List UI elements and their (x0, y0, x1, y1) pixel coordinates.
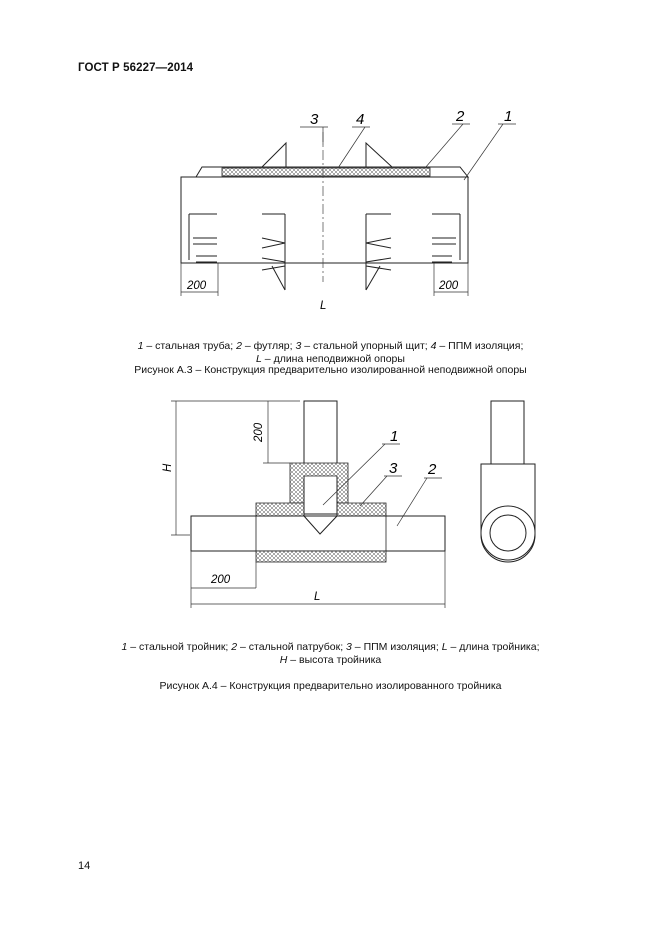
ppm-insulation (222, 168, 430, 176)
figure-a3-legend: 1 – стальная труба; 2 – футляр; 3 – стальной упорный щит; 4 – ППМ изоляция; L – длина неподвижной опоры (137, 340, 524, 365)
side-view-inner-circle (490, 515, 526, 551)
dim-length: L (320, 300, 327, 312)
label-4: 4 (356, 111, 365, 128)
dim-200-top: 200 (253, 422, 265, 442)
side-view-outer-circle (481, 506, 535, 560)
label-2: 2 (456, 108, 465, 125)
thrust-shield-right (366, 143, 392, 167)
figure-a4-title: Рисунок А.4 – Конструкция предварительно изолированного тройника (159, 680, 502, 692)
dim-length: L (314, 591, 321, 603)
label-3: 3 (310, 111, 319, 128)
dim-200-left: 200 (211, 574, 231, 586)
standard-designation: ГОСТ Р 56227—2014 (78, 62, 194, 74)
branch-pipe (304, 401, 337, 514)
dim-200-right: 200 (439, 280, 459, 292)
label-2: 2 (428, 461, 437, 478)
dim-200-left: 200 (187, 280, 207, 292)
steel-pipe (181, 177, 468, 263)
label-3: 3 (389, 460, 398, 477)
figure-a4-drawing (0, 392, 661, 614)
steel-tee (304, 478, 337, 534)
main-pipe (191, 516, 445, 551)
figure-a3-drawing (0, 95, 661, 325)
label-1: 1 (504, 108, 513, 125)
ppm-insulation-bottom (256, 551, 386, 562)
thrust-shield-left (262, 143, 286, 167)
page-number: 14 (78, 860, 91, 872)
figure-a4-legend: 1 – стальной тройник; 2 – стальной патрубок; 3 – ППМ изоляция; L – длина тройника; H – высота тройника (121, 641, 540, 666)
dim-height: H (162, 463, 174, 472)
side-view-branch (491, 401, 524, 464)
figure-a3-title: Рисунок А.3 – Конструкция предварительно изолированной неподвижной опоры (134, 364, 527, 376)
label-1: 1 (390, 428, 399, 445)
